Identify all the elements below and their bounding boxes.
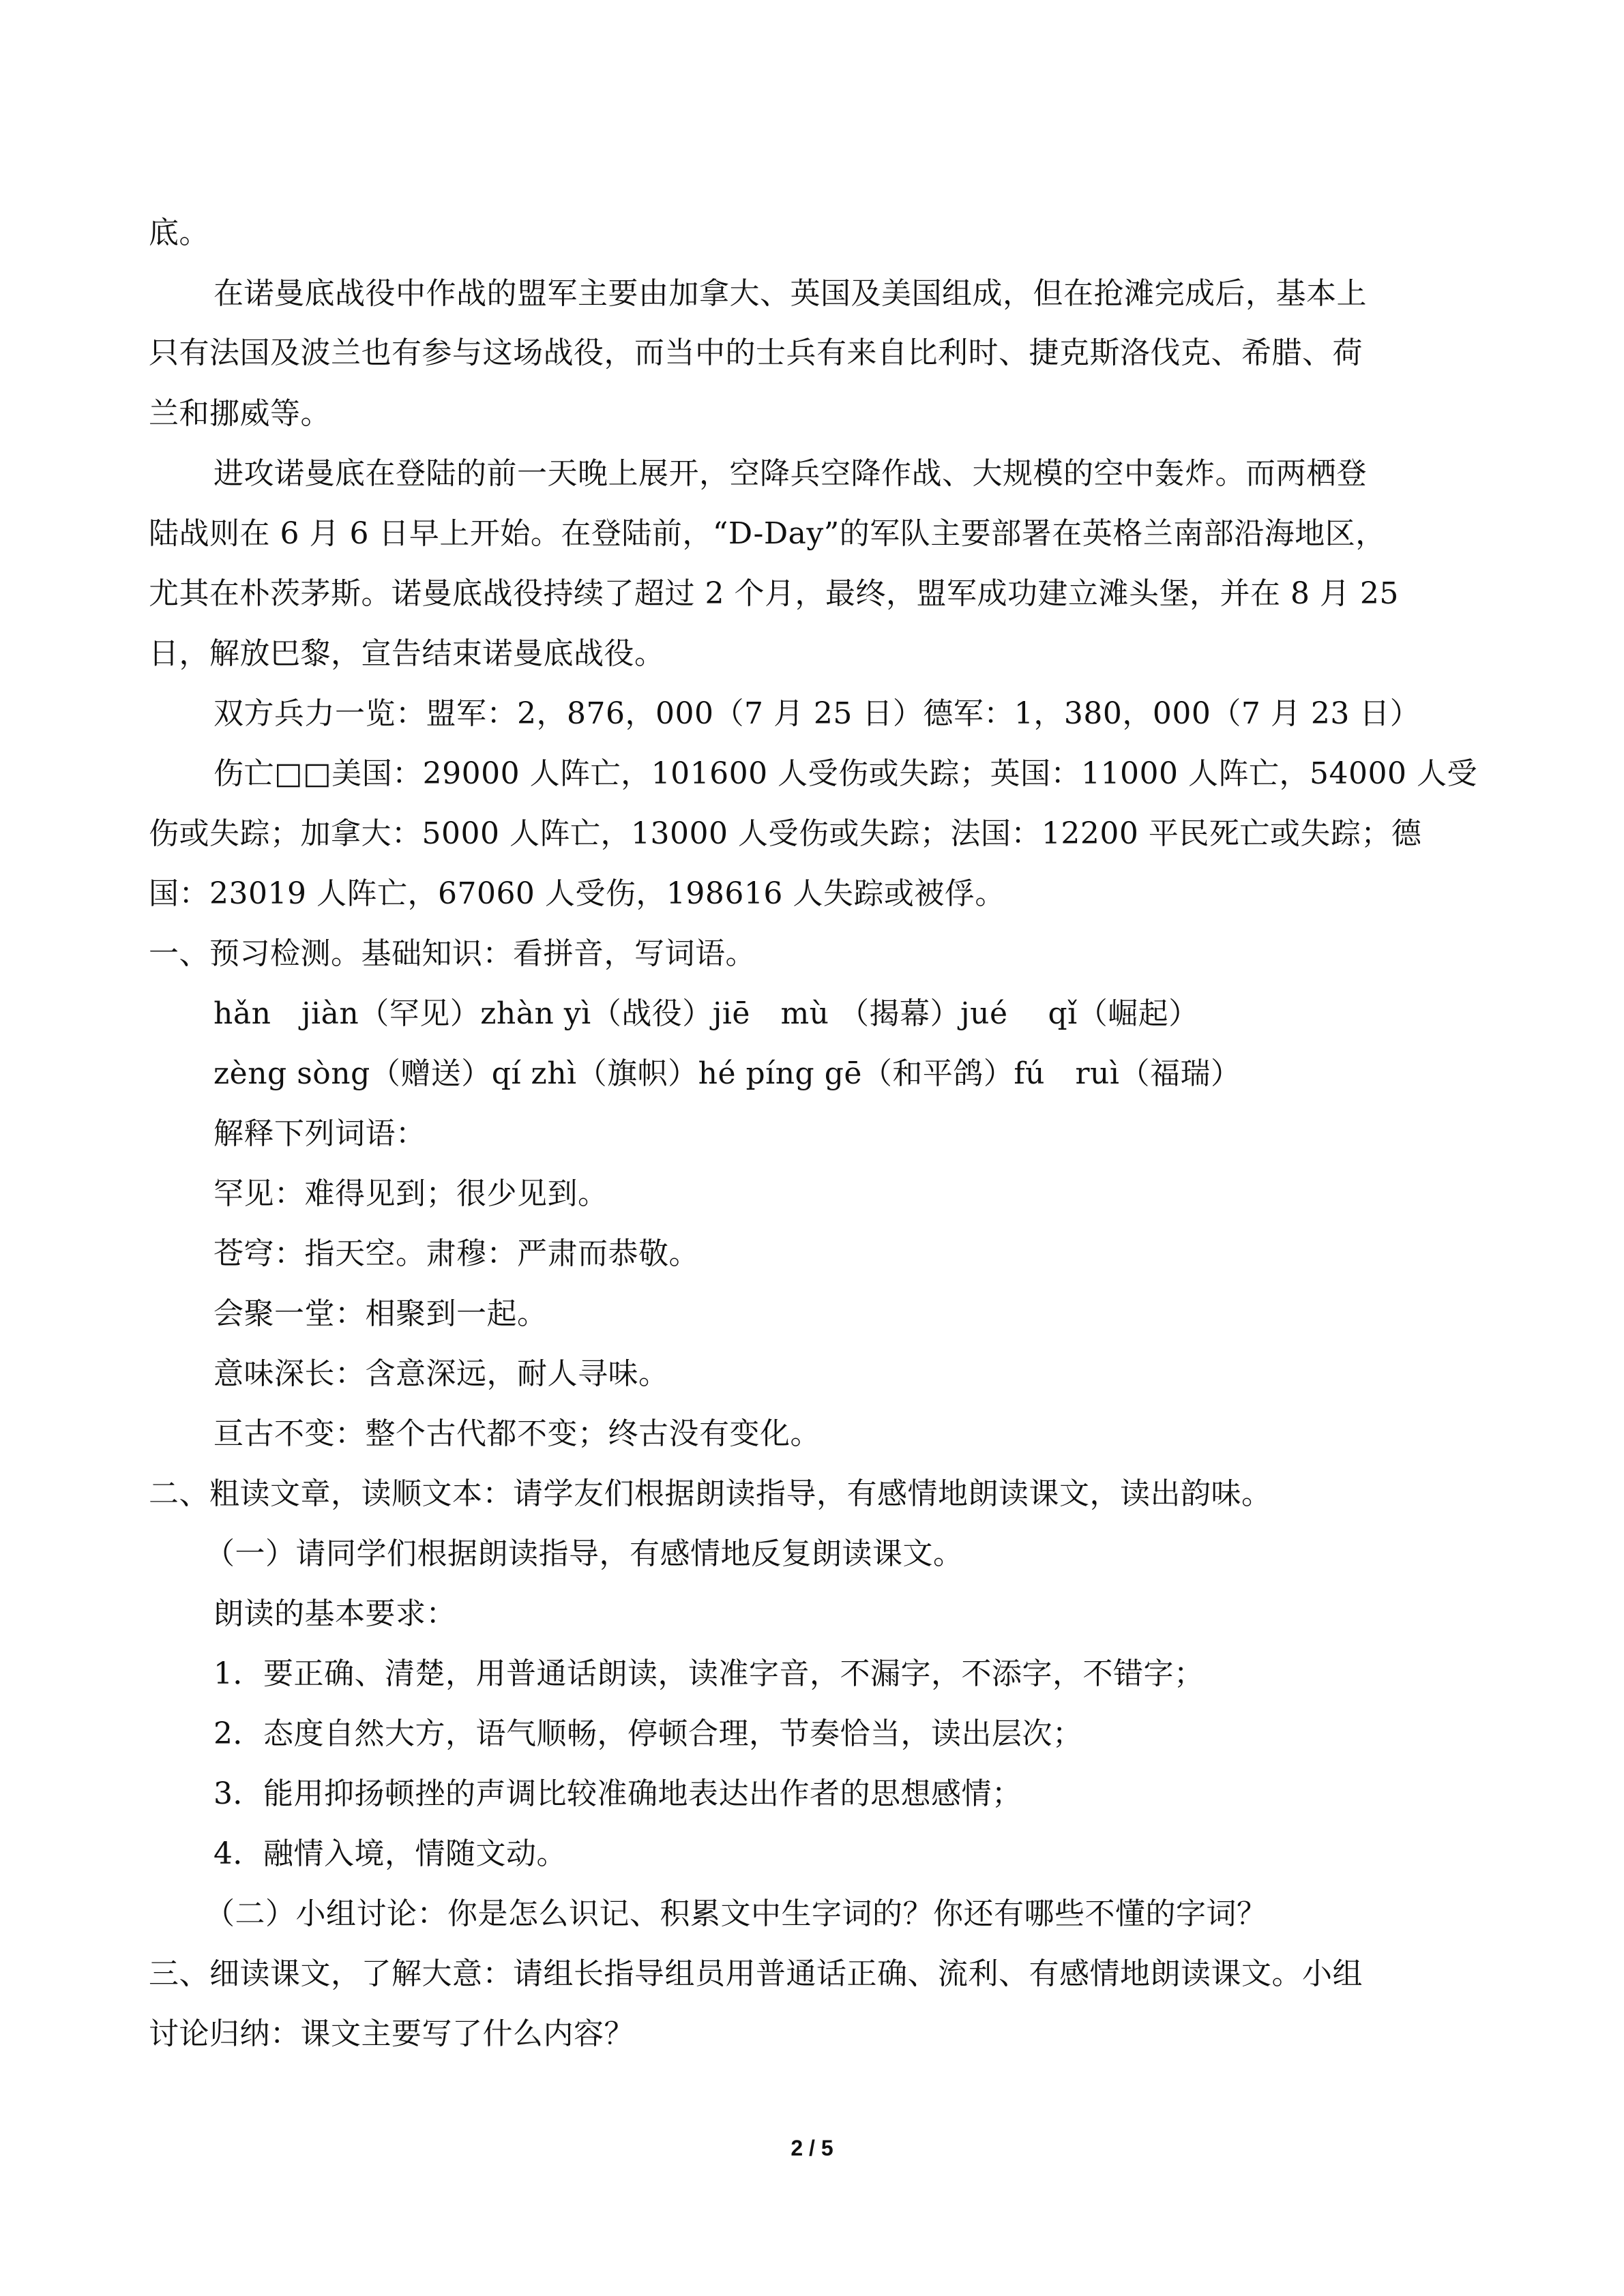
section-heading: 二、粗读文章，读顺文本：请学友们根据朗读指导，有感情地朗读课文，读出韵味。 (149, 1476, 1272, 1511)
list-item: 4．融情入境，情随文动。 (213, 1836, 567, 1871)
list-item: 1．要正确、清楚，用普通话朗读，读准字音，不漏字，不添字，不错字； (213, 1656, 1205, 1691)
definition-line: 意味深长：含意深远，耐人寻味。 (213, 1356, 669, 1391)
list-item: 3．能用抑扬顿挫的声调比较准确地表达出作者的思想感情； (213, 1776, 1022, 1811)
paragraph-line: 双方兵力一览：盟军：2，876，000（7 月 25 日）德军：1，380，000（7 月 23 日） (213, 696, 1421, 731)
paragraph-line: 陆战则在 6 月 6 日早上开始。在登陆前，“D-Day”的军队主要部署在英格兰南部沿海地区， (149, 516, 1386, 551)
paragraph-line: 国：23019 人阵亡，67060 人受伤，198616 人失踪或被俘。 (149, 876, 1005, 911)
paragraph-line: 底。 (149, 215, 209, 250)
paragraph-line: 伤或失踪；加拿大：5000 人阵亡，13000 人受伤或失踪；法国：12200 平民死亡或失踪；德 (149, 816, 1422, 851)
subheading: （一）请同学们根据朗读指导，有感情地反复朗读课文。 (205, 1536, 964, 1571)
definition-line: 罕见：难得见到；很少见到。 (213, 1176, 608, 1211)
definition-line: 苍穹：指天空。肃穆：严肃而恭敬。 (213, 1236, 699, 1271)
paragraph-line: 进攻诺曼底在登陆的前一天晚上展开，空降兵空降作战、大规模的空中轰炸。而两栖登 (213, 456, 1367, 491)
paragraph-line: 兰和挪威等。 (149, 396, 331, 431)
section-heading: 一、预习检测。基础知识：看拼音，写词语。 (149, 936, 756, 971)
page-number: 2 / 5 (791, 2136, 833, 2160)
pinyin-line: zèng sòng（赠送）qí zhì（旗帜）hé píng gē（和平鸽）fú ruì（福瑞） (213, 1056, 1241, 1091)
section-heading: 三、细读课文，了解大意：请组长指导组员用普通话正确、流利、有感情地朗读课文。小组 (149, 1956, 1363, 1991)
paragraph-line: 伤亡□□美国：29000 人阵亡，101600 人受伤或失踪；英国：11000 人阵亡，54000 人受 (213, 756, 1477, 791)
subheading: 朗读的基本要求： (213, 1596, 456, 1631)
paragraph-line: 日，解放巴黎，宣告结束诺曼底战役。 (149, 636, 665, 671)
list-item: 2．态度自然大方，语气顺畅，停顿合理，节奏恰当，读出层次； (213, 1716, 1083, 1751)
pinyin-line: hǎn jiàn（罕见）zhàn yì（战役）jiē mù （揭幕）jué qǐ（崛起） (213, 996, 1199, 1031)
definition-line: 亘古不变：整个古代都不变；终古没有变化。 (213, 1416, 821, 1451)
paragraph-line: 讨论归纳：课文主要写了什么内容？ (149, 2016, 634, 2051)
paragraph-line: 在诺曼底战役中作战的盟军主要由加拿大、英国及美国组成，但在抢滩完成后，基本上 (213, 276, 1367, 311)
subheading: 解释下列词语： (213, 1116, 426, 1151)
paragraph-line: 只有法国及波兰也有参与这场战役，而当中的士兵有来自比利时、捷克斯洛伐克、希腊、荷 (149, 336, 1363, 370)
subheading: （二）小组讨论：你是怎么识记、积累文中生字词的？你还有哪些不懂的字词？ (205, 1896, 1267, 1931)
definition-line: 会聚一堂：相聚到一起。 (213, 1296, 548, 1331)
paragraph-line: 尤其在朴茨茅斯。诺曼底战役持续了超过 2 个月，最终，盟军成功建立滩头堡，并在 8 月 25 (149, 576, 1399, 611)
